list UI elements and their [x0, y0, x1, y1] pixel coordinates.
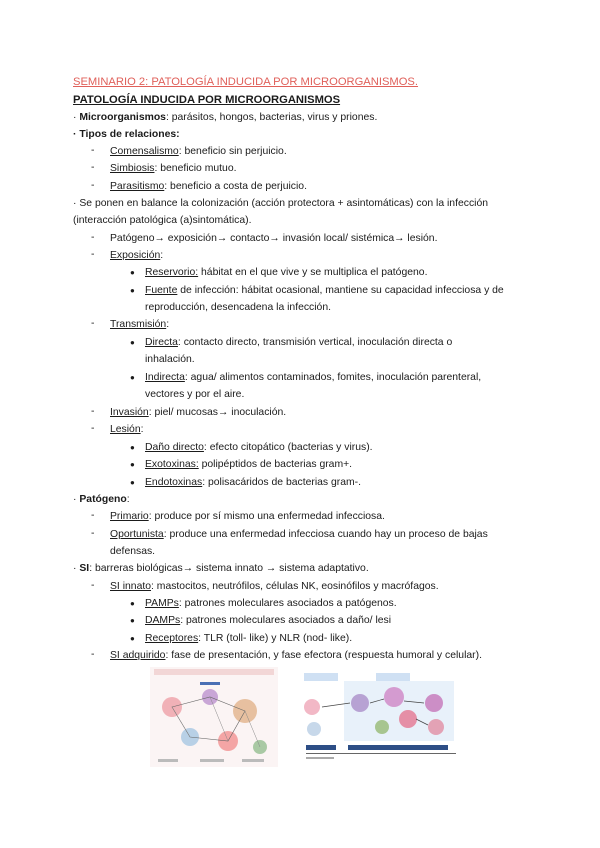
- dash-marker: -: [91, 406, 95, 417]
- panel-header: [376, 673, 410, 681]
- dash-marker: -: [91, 318, 95, 329]
- section-title: PATOLOGÍA INDUCIDA POR MICROORGANISMOS: [73, 94, 341, 106]
- bullet-icon: ●: [130, 634, 135, 643]
- cell-shape: [304, 699, 320, 715]
- exposicion-heading: Exposición:: [110, 250, 164, 261]
- lesion-heading: Lesión:: [110, 424, 144, 435]
- list-item: [145, 441, 373, 454]
- term: Oportunista: [110, 529, 164, 540]
- term: Simbiosis: [110, 163, 155, 174]
- term: PAMPs: [145, 598, 179, 609]
- list-item: [110, 162, 237, 175]
- desc: : efecto citopático (bacterias y virus).: [203, 442, 373, 453]
- term: Comensalismo: [110, 146, 179, 157]
- list-item: [110, 649, 482, 662]
- dash-marker: -: [91, 580, 95, 591]
- desc: : produce una enfermedad infecciosa cuando hay un proceso de bajas: [163, 529, 488, 540]
- term: Transmisión: [110, 319, 167, 330]
- desc: : patrones moleculares asociados a daño/ lesi: [180, 615, 392, 626]
- term: Exposición: [110, 250, 161, 261]
- balance-line-2: (interacción patológica (a)sintomática).: [73, 215, 252, 226]
- bullet-icon: ●: [130, 460, 135, 469]
- list-item: [145, 614, 391, 627]
- bullet-icon: ●: [130, 599, 135, 608]
- list-item: [110, 145, 287, 158]
- term: Daño directo: [145, 442, 204, 453]
- list-item: [110, 580, 439, 593]
- si-line: · SI: barreras biológicas→ sistema innato → sistema adaptativo.: [73, 563, 369, 574]
- cell-shape: [351, 694, 369, 712]
- desc: : polisacáridos de bacterias gram-.: [202, 477, 362, 488]
- list-item: [110, 510, 385, 523]
- list-item: [145, 336, 452, 349]
- desc: : contacto directo, transmisión vertical, inoculación directa o: [177, 337, 453, 348]
- desc: : agua/ alimentos contaminados, fomites, inoculación parenteral,: [184, 372, 482, 383]
- dash-marker: -: [91, 145, 95, 156]
- desc: : patrones moleculares asociados a patógenos.: [178, 598, 397, 609]
- dash-marker: -: [91, 180, 95, 191]
- list-item-cont: vectores y por el aire.: [145, 389, 245, 400]
- bullet-icon: ●: [130, 286, 135, 295]
- bullet-icon: ●: [130, 478, 135, 487]
- desc: : TLR (toll- like) y NLR (nod- like).: [198, 633, 353, 644]
- list-item: [145, 284, 504, 297]
- patogeno-chain: Patógeno→ exposición→ contacto→ invasión local/ sistémica→ lesión.: [110, 233, 438, 244]
- term: Patógeno: [79, 494, 127, 505]
- bullet-icon: ●: [130, 443, 135, 452]
- term: Primario: [110, 511, 149, 522]
- term: Fuente: [145, 285, 178, 296]
- patogeno-heading: · Patógeno:: [73, 494, 130, 505]
- term: Directa: [145, 337, 178, 348]
- term: Invasión: [110, 407, 149, 418]
- term: SI adquirido: [110, 650, 166, 661]
- term: Lesión: [110, 424, 141, 435]
- tipos-label: Tipos de relaciones:: [79, 129, 180, 140]
- cell-shape: [399, 710, 417, 728]
- list-item: [145, 266, 427, 279]
- desc: : produce por sí mismo una enfermedad infecciosa.: [148, 511, 385, 522]
- list-item-cont: defensas.: [110, 546, 156, 557]
- desc: : piel/ mucosas→ inoculación.: [148, 407, 287, 418]
- innate-immunity-figure: [150, 667, 278, 767]
- bullet-icon: ●: [130, 373, 135, 382]
- term: SI: [79, 563, 90, 574]
- list-item: [110, 180, 307, 193]
- desc: : beneficio sin perjuicio.: [178, 146, 287, 157]
- bullet-icon: ●: [130, 338, 135, 347]
- desc: de infección: hábitat ocasional, mantiene su capacidad infecciosa y de: [177, 285, 504, 296]
- desc: : beneficio mutuo.: [154, 163, 237, 174]
- list-item: [110, 528, 488, 541]
- dash-marker: -: [91, 423, 95, 434]
- timeline-bar: [348, 745, 448, 750]
- dash-marker: -: [91, 649, 95, 660]
- balance-line-1: · Se ponen en balance la colonización (acción protectora + asintomáticas) con la infección: [73, 198, 489, 209]
- cell-shape: [384, 687, 404, 707]
- microorganismos-line: · Microorganismos: parásitos, hongos, bacterias, virus y priones.: [73, 112, 378, 123]
- list-item: [145, 458, 352, 471]
- bullet-icon: ●: [130, 268, 135, 277]
- invasion-line: [110, 406, 286, 419]
- dash-marker: -: [91, 162, 95, 173]
- desc: : fase de presentación, y fase efectora (respuesta humoral y celular).: [165, 650, 482, 661]
- desc: hábitat en el que vive y se multiplica el patógeno.: [198, 267, 428, 278]
- desc: polipéptidos de bacterias gram+.: [198, 459, 353, 470]
- list-item: [145, 632, 352, 645]
- adaptive-immunity-figure: [296, 667, 458, 767]
- cell-shape: [425, 694, 443, 712]
- micro-text: : parásitos, hongos, bacterias, virus y priones.: [165, 112, 378, 123]
- micro-term: Microorganismos: [79, 112, 166, 123]
- dash-marker: -: [91, 510, 95, 521]
- dash-marker: -: [91, 528, 95, 539]
- panel-header: [304, 673, 338, 681]
- desc: : beneficio a costa de perjuicio.: [164, 181, 307, 192]
- list-item-cont: reproducción, desencadena la infección.: [145, 302, 332, 313]
- desc: : barreras biológicas→ sistema innato → sistema adaptativo.: [89, 563, 369, 574]
- list-item-cont: inhalación.: [145, 354, 195, 365]
- cell-shape: [307, 722, 321, 736]
- cell-shape: [428, 719, 444, 735]
- transmision-heading: Transmisión:: [110, 319, 170, 330]
- term: Receptores: [145, 633, 199, 644]
- dash-marker: -: [91, 249, 95, 260]
- dash-marker: -: [91, 232, 95, 243]
- desc: : mastocitos, neutrófilos, células NK, eosinófilos y macrófagos.: [151, 581, 439, 592]
- term: Exotoxinas:: [145, 459, 199, 470]
- list-item: [145, 371, 481, 384]
- term: Indirecta: [145, 372, 185, 383]
- timeline-bar: [306, 745, 336, 750]
- term: Endotoxinas: [145, 477, 203, 488]
- term: SI innato: [110, 581, 152, 592]
- list-item: [145, 597, 397, 610]
- bullet-icon: ●: [130, 616, 135, 625]
- cell-shape: [375, 720, 389, 734]
- tipos-relaciones: · Tipos de relaciones:: [73, 129, 180, 140]
- term: Parasitismo: [110, 181, 165, 192]
- term: DAMPs: [145, 615, 181, 626]
- list-item: [145, 476, 361, 489]
- seminar-title: SEMINARIO 2: PATOLOGÍA INDUCIDA POR MICROORGANISMOS.: [73, 76, 419, 88]
- term: Reservorio:: [145, 267, 199, 278]
